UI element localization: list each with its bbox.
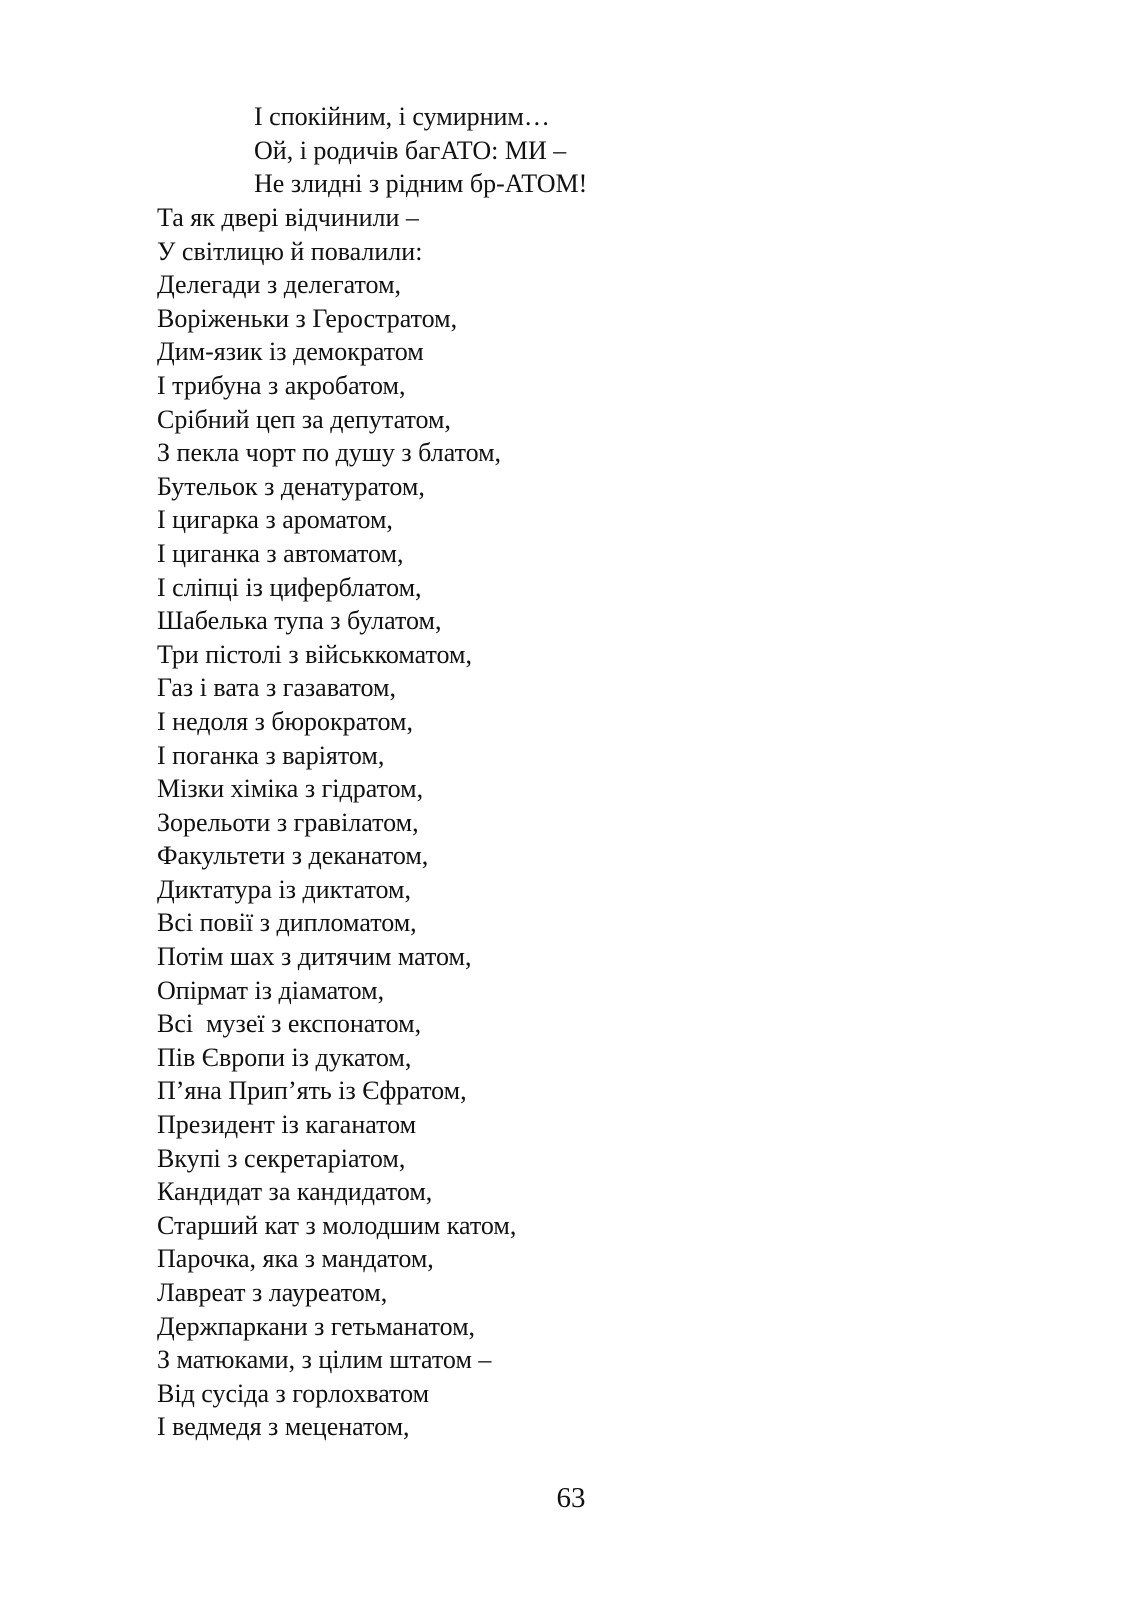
- poem-line: Держпаркани з гетьманатом,: [157, 1311, 476, 1341]
- poem-line: Шабелька тупа з булатом,: [157, 606, 442, 636]
- poem-line: І трибуна з акробатом,: [157, 370, 406, 400]
- poem-line: І циганка з автоматом,: [157, 538, 404, 568]
- poem-line: Зорельоти з гравілатом,: [157, 807, 419, 837]
- poem-line: Вкупі з секретаріатом,: [157, 1143, 406, 1173]
- poem-line: З матюками, з цілим штатом –: [157, 1345, 492, 1375]
- poem-line: П’яна Прип’ять із Єфратом,: [157, 1076, 467, 1106]
- poem-line: Лавреат з лауреатом,: [157, 1278, 388, 1307]
- poem-line: У світлицю й повалили:: [157, 236, 423, 266]
- main-stanza: [157, 201, 516, 1444]
- page-number: 63: [556, 1482, 586, 1514]
- poem-line: І поганка з варіятом,: [157, 740, 385, 770]
- poem-line: Бутельок з денатуратом,: [157, 471, 425, 501]
- poem-line: Від сусіда з горлохватом: [157, 1378, 430, 1408]
- poem-line: Всі повії з дипломатом,: [157, 908, 417, 938]
- poem-line: Парочка, яка з мандатом,: [157, 1244, 434, 1274]
- poem-line: Диктатура із диктатом,: [157, 874, 411, 904]
- poem-line: Газ і вата з газаватом,: [157, 673, 397, 703]
- poem-line: Мізки хіміка з гідратом,: [157, 774, 424, 804]
- poem-line: І спокійним, і сумирним…: [254, 102, 550, 131]
- poem-line: Воріженьки з Геростратом,: [157, 303, 458, 333]
- poem-line: Всі музеї з експонатом,: [157, 1009, 422, 1039]
- poem-line: І цигарка з ароматом,: [157, 505, 393, 535]
- poem-line: І ведмедя з меценатом,: [157, 1412, 410, 1442]
- poem-line: Три пістолі з військкоматом,: [157, 639, 473, 669]
- poem-line: Срібний цеп за депутатом,: [157, 404, 451, 434]
- poem-line: Пів Європи із дукатом,: [157, 1042, 412, 1072]
- poem-line: Не злидні з рідним бр-АТОМ!: [254, 169, 588, 199]
- poem-line: Старший кат з молодшим катом,: [157, 1210, 517, 1240]
- poem-line: Ой, і родичів багАТО: МИ –: [254, 135, 567, 165]
- poem-line: Опірмат із діаматом,: [157, 975, 385, 1005]
- poem-line: Кандидат за кандидатом,: [157, 1177, 433, 1207]
- poem-line: Та як двері відчинили –: [157, 203, 419, 232]
- poem-line: І сліпці із циферблатом,: [157, 572, 422, 602]
- indented-stanza: [254, 100, 587, 201]
- poem-line: Факультети з деканатом,: [157, 841, 429, 871]
- poem-line: Делегади з делегатом,: [157, 270, 402, 300]
- poem-line: Потім шах з дитячим матом,: [157, 942, 472, 972]
- poem-line: З пекла чорт по душу з блатом,: [157, 438, 502, 468]
- poem-line: Дим-язик із демократом: [157, 337, 424, 367]
- poem-line: І недоля з бюрократом,: [157, 706, 413, 736]
- poem-line: Президент із каганатом: [157, 1110, 417, 1140]
